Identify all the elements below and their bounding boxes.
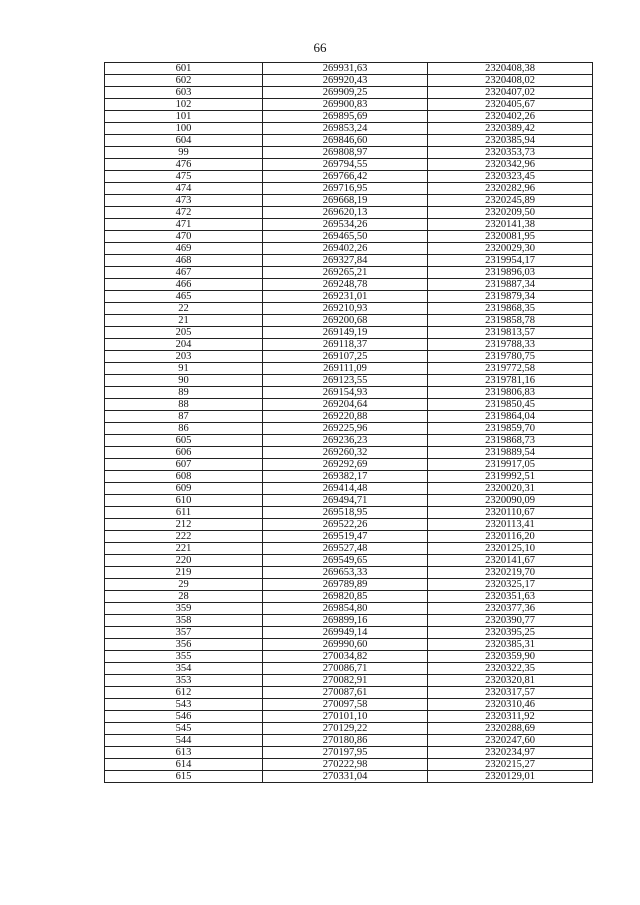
point-number-cell: 603 bbox=[105, 87, 263, 99]
y-coordinate-cell: 2319868,73 bbox=[428, 435, 593, 447]
y-coordinate-cell: 2320353,73 bbox=[428, 147, 593, 159]
table-row bbox=[105, 243, 593, 255]
table-row bbox=[105, 639, 593, 651]
point-number-cell: 89 bbox=[105, 387, 263, 399]
point-number-cell: 220 bbox=[105, 555, 263, 567]
point-number-cell: 607 bbox=[105, 459, 263, 471]
table-row bbox=[105, 399, 593, 411]
y-coordinate-cell: 2319917,05 bbox=[428, 459, 593, 471]
x-coordinate-cell: 269820,85 bbox=[263, 591, 428, 603]
y-coordinate-cell: 2320323,45 bbox=[428, 171, 593, 183]
x-coordinate-cell: 269494,71 bbox=[263, 495, 428, 507]
y-coordinate-cell: 2319889,54 bbox=[428, 447, 593, 459]
table-row bbox=[105, 363, 593, 375]
x-coordinate-cell: 270034,82 bbox=[263, 651, 428, 663]
x-coordinate-cell: 270082,91 bbox=[263, 675, 428, 687]
y-coordinate-cell: 2320247,60 bbox=[428, 735, 593, 747]
x-coordinate-cell: 269327,84 bbox=[263, 255, 428, 267]
table-row bbox=[105, 327, 593, 339]
table-row bbox=[105, 75, 593, 87]
y-coordinate-cell: 2320351,63 bbox=[428, 591, 593, 603]
y-coordinate-cell: 2320342,96 bbox=[428, 159, 593, 171]
point-number-cell: 468 bbox=[105, 255, 263, 267]
y-coordinate-cell: 2320020,31 bbox=[428, 483, 593, 495]
y-coordinate-cell: 2320125,10 bbox=[428, 543, 593, 555]
y-coordinate-cell: 2320113,41 bbox=[428, 519, 593, 531]
point-number-cell: 544 bbox=[105, 735, 263, 747]
table-row bbox=[105, 339, 593, 351]
x-coordinate-cell: 269292,69 bbox=[263, 459, 428, 471]
y-coordinate-cell: 2319788,33 bbox=[428, 339, 593, 351]
table-row bbox=[105, 495, 593, 507]
y-coordinate-cell: 2320385,94 bbox=[428, 135, 593, 147]
point-number-cell: 475 bbox=[105, 171, 263, 183]
x-coordinate-cell: 270180,86 bbox=[263, 735, 428, 747]
table-row bbox=[105, 375, 593, 387]
y-coordinate-cell: 2320029,30 bbox=[428, 243, 593, 255]
table-row bbox=[105, 303, 593, 315]
x-coordinate-cell: 269231,01 bbox=[263, 291, 428, 303]
coordinates-table-body bbox=[105, 63, 593, 783]
point-number-cell: 467 bbox=[105, 267, 263, 279]
y-coordinate-cell: 2319859,70 bbox=[428, 423, 593, 435]
point-number-cell: 203 bbox=[105, 351, 263, 363]
table-row bbox=[105, 483, 593, 495]
point-number-cell: 354 bbox=[105, 663, 263, 675]
x-coordinate-cell: 269899,16 bbox=[263, 615, 428, 627]
y-coordinate-cell: 2320405,67 bbox=[428, 99, 593, 111]
x-coordinate-cell: 269808,97 bbox=[263, 147, 428, 159]
x-coordinate-cell: 269519,47 bbox=[263, 531, 428, 543]
y-coordinate-cell: 2319864,04 bbox=[428, 411, 593, 423]
x-coordinate-cell: 269895,69 bbox=[263, 111, 428, 123]
y-coordinate-cell: 2319868,35 bbox=[428, 303, 593, 315]
y-coordinate-cell: 2320288,69 bbox=[428, 723, 593, 735]
x-coordinate-cell: 269909,25 bbox=[263, 87, 428, 99]
x-coordinate-cell: 269549,65 bbox=[263, 555, 428, 567]
y-coordinate-cell: 2320390,77 bbox=[428, 615, 593, 627]
x-coordinate-cell: 269766,42 bbox=[263, 171, 428, 183]
table-row bbox=[105, 627, 593, 639]
point-number-cell: 546 bbox=[105, 711, 263, 723]
point-number-cell: 474 bbox=[105, 183, 263, 195]
point-number-cell: 614 bbox=[105, 759, 263, 771]
point-number-cell: 606 bbox=[105, 447, 263, 459]
point-number-cell: 99 bbox=[105, 147, 263, 159]
y-coordinate-cell: 2320081,95 bbox=[428, 231, 593, 243]
y-coordinate-cell: 2320282,96 bbox=[428, 183, 593, 195]
point-number-cell: 610 bbox=[105, 495, 263, 507]
x-coordinate-cell: 269204,64 bbox=[263, 399, 428, 411]
point-number-cell: 212 bbox=[105, 519, 263, 531]
table-row bbox=[105, 255, 593, 267]
x-coordinate-cell: 269949,14 bbox=[263, 627, 428, 639]
y-coordinate-cell: 2320209,50 bbox=[428, 207, 593, 219]
point-number-cell: 90 bbox=[105, 375, 263, 387]
x-coordinate-cell: 269853,24 bbox=[263, 123, 428, 135]
table-row bbox=[105, 267, 593, 279]
y-coordinate-cell: 2320219,70 bbox=[428, 567, 593, 579]
x-coordinate-cell: 270222,98 bbox=[263, 759, 428, 771]
y-coordinate-cell: 2320402,26 bbox=[428, 111, 593, 123]
table-row bbox=[105, 111, 593, 123]
x-coordinate-cell: 269716,95 bbox=[263, 183, 428, 195]
y-coordinate-cell: 2320116,20 bbox=[428, 531, 593, 543]
table-row bbox=[105, 519, 593, 531]
y-coordinate-cell: 2320129,01 bbox=[428, 771, 593, 783]
point-number-cell: 100 bbox=[105, 123, 263, 135]
x-coordinate-cell: 269265,21 bbox=[263, 267, 428, 279]
point-number-cell: 471 bbox=[105, 219, 263, 231]
point-number-cell: 101 bbox=[105, 111, 263, 123]
y-coordinate-cell: 2319879,34 bbox=[428, 291, 593, 303]
table-row bbox=[105, 315, 593, 327]
point-number-cell: 22 bbox=[105, 303, 263, 315]
point-number-cell: 359 bbox=[105, 603, 263, 615]
x-coordinate-cell: 270331,04 bbox=[263, 771, 428, 783]
table-row bbox=[105, 759, 593, 771]
x-coordinate-cell: 269620,13 bbox=[263, 207, 428, 219]
table-row bbox=[105, 471, 593, 483]
table-row bbox=[105, 687, 593, 699]
table-row bbox=[105, 447, 593, 459]
x-coordinate-cell: 269534,26 bbox=[263, 219, 428, 231]
x-coordinate-cell: 269123,55 bbox=[263, 375, 428, 387]
point-number-cell: 205 bbox=[105, 327, 263, 339]
table-row bbox=[105, 123, 593, 135]
table-row bbox=[105, 567, 593, 579]
x-coordinate-cell: 270101,10 bbox=[263, 711, 428, 723]
x-coordinate-cell: 269653,33 bbox=[263, 567, 428, 579]
y-coordinate-cell: 2320141,38 bbox=[428, 219, 593, 231]
point-number-cell: 545 bbox=[105, 723, 263, 735]
table-row bbox=[105, 435, 593, 447]
y-coordinate-cell: 2320317,57 bbox=[428, 687, 593, 699]
point-number-cell: 28 bbox=[105, 591, 263, 603]
x-coordinate-cell: 269668,19 bbox=[263, 195, 428, 207]
x-coordinate-cell: 269248,78 bbox=[263, 279, 428, 291]
x-coordinate-cell: 269260,32 bbox=[263, 447, 428, 459]
table-row bbox=[105, 591, 593, 603]
y-coordinate-cell: 2320234,97 bbox=[428, 747, 593, 759]
x-coordinate-cell: 269200,68 bbox=[263, 315, 428, 327]
coordinates-table bbox=[104, 62, 593, 783]
point-number-cell: 469 bbox=[105, 243, 263, 255]
x-coordinate-cell: 270129,22 bbox=[263, 723, 428, 735]
table-row bbox=[105, 291, 593, 303]
point-number-cell: 615 bbox=[105, 771, 263, 783]
y-coordinate-cell: 2319887,34 bbox=[428, 279, 593, 291]
y-coordinate-cell: 2320320,81 bbox=[428, 675, 593, 687]
table-row bbox=[105, 663, 593, 675]
table-row bbox=[105, 699, 593, 711]
point-number-cell: 472 bbox=[105, 207, 263, 219]
table-row bbox=[105, 135, 593, 147]
table-row bbox=[105, 615, 593, 627]
point-number-cell: 465 bbox=[105, 291, 263, 303]
point-number-cell: 612 bbox=[105, 687, 263, 699]
table-row bbox=[105, 387, 593, 399]
point-number-cell: 222 bbox=[105, 531, 263, 543]
x-coordinate-cell: 269149,19 bbox=[263, 327, 428, 339]
page-number: 66 bbox=[313, 40, 327, 55]
point-number-cell: 358 bbox=[105, 615, 263, 627]
table-row bbox=[105, 459, 593, 471]
y-coordinate-cell: 2320395,25 bbox=[428, 627, 593, 639]
table-row bbox=[105, 603, 593, 615]
table-row bbox=[105, 747, 593, 759]
x-coordinate-cell: 270086,71 bbox=[263, 663, 428, 675]
x-coordinate-cell: 269518,95 bbox=[263, 507, 428, 519]
y-coordinate-cell: 2319992,51 bbox=[428, 471, 593, 483]
table-row bbox=[105, 531, 593, 543]
y-coordinate-cell: 2319813,57 bbox=[428, 327, 593, 339]
table-row bbox=[105, 651, 593, 663]
point-number-cell: 602 bbox=[105, 75, 263, 87]
point-number-cell: 29 bbox=[105, 579, 263, 591]
table-row bbox=[105, 63, 593, 75]
table-row bbox=[105, 279, 593, 291]
table-row bbox=[105, 171, 593, 183]
table-row bbox=[105, 555, 593, 567]
table-row bbox=[105, 507, 593, 519]
point-number-cell: 221 bbox=[105, 543, 263, 555]
y-coordinate-cell: 2319780,75 bbox=[428, 351, 593, 363]
x-coordinate-cell: 269522,26 bbox=[263, 519, 428, 531]
y-coordinate-cell: 2319772,58 bbox=[428, 363, 593, 375]
x-coordinate-cell: 269920,43 bbox=[263, 75, 428, 87]
table-row bbox=[105, 99, 593, 111]
x-coordinate-cell: 269990,60 bbox=[263, 639, 428, 651]
point-number-cell: 466 bbox=[105, 279, 263, 291]
y-coordinate-cell: 2320408,38 bbox=[428, 63, 593, 75]
x-coordinate-cell: 269382,17 bbox=[263, 471, 428, 483]
x-coordinate-cell: 269414,48 bbox=[263, 483, 428, 495]
y-coordinate-cell: 2320408,02 bbox=[428, 75, 593, 87]
y-coordinate-cell: 2320322,35 bbox=[428, 663, 593, 675]
point-number-cell: 604 bbox=[105, 135, 263, 147]
table-row bbox=[105, 675, 593, 687]
y-coordinate-cell: 2320141,67 bbox=[428, 555, 593, 567]
x-coordinate-cell: 269220,88 bbox=[263, 411, 428, 423]
point-number-cell: 613 bbox=[105, 747, 263, 759]
x-coordinate-cell: 269789,89 bbox=[263, 579, 428, 591]
point-number-cell: 609 bbox=[105, 483, 263, 495]
table-row bbox=[105, 159, 593, 171]
table-row bbox=[105, 147, 593, 159]
y-coordinate-cell: 2319954,17 bbox=[428, 255, 593, 267]
x-coordinate-cell: 269846,60 bbox=[263, 135, 428, 147]
x-coordinate-cell: 269111,09 bbox=[263, 363, 428, 375]
x-coordinate-cell: 269854,80 bbox=[263, 603, 428, 615]
table-row bbox=[105, 579, 593, 591]
x-coordinate-cell: 269154,93 bbox=[263, 387, 428, 399]
y-coordinate-cell: 2320245,89 bbox=[428, 195, 593, 207]
table-row bbox=[105, 195, 593, 207]
table-row bbox=[105, 771, 593, 783]
table-row bbox=[105, 711, 593, 723]
x-coordinate-cell: 269794,55 bbox=[263, 159, 428, 171]
point-number-cell: 608 bbox=[105, 471, 263, 483]
table-row bbox=[105, 735, 593, 747]
x-coordinate-cell: 269118,37 bbox=[263, 339, 428, 351]
point-number-cell: 356 bbox=[105, 639, 263, 651]
point-number-cell: 21 bbox=[105, 315, 263, 327]
y-coordinate-cell: 2319858,78 bbox=[428, 315, 593, 327]
y-coordinate-cell: 2320377,36 bbox=[428, 603, 593, 615]
x-coordinate-cell: 270097,58 bbox=[263, 699, 428, 711]
point-number-cell: 91 bbox=[105, 363, 263, 375]
y-coordinate-cell: 2320310,46 bbox=[428, 699, 593, 711]
point-number-cell: 605 bbox=[105, 435, 263, 447]
y-coordinate-cell: 2320389,42 bbox=[428, 123, 593, 135]
point-number-cell: 102 bbox=[105, 99, 263, 111]
point-number-cell: 470 bbox=[105, 231, 263, 243]
point-number-cell: 357 bbox=[105, 627, 263, 639]
point-number-cell: 355 bbox=[105, 651, 263, 663]
y-coordinate-cell: 2320110,67 bbox=[428, 507, 593, 519]
point-number-cell: 219 bbox=[105, 567, 263, 579]
x-coordinate-cell: 270197,95 bbox=[263, 747, 428, 759]
table-row bbox=[105, 411, 593, 423]
x-coordinate-cell: 269225,96 bbox=[263, 423, 428, 435]
table-row bbox=[105, 87, 593, 99]
table-row bbox=[105, 183, 593, 195]
table-row bbox=[105, 423, 593, 435]
y-coordinate-cell: 2320311,92 bbox=[428, 711, 593, 723]
table-row bbox=[105, 231, 593, 243]
x-coordinate-cell: 269527,48 bbox=[263, 543, 428, 555]
table-row bbox=[105, 351, 593, 363]
y-coordinate-cell: 2320325,17 bbox=[428, 579, 593, 591]
point-number-cell: 87 bbox=[105, 411, 263, 423]
y-coordinate-cell: 2320215,27 bbox=[428, 759, 593, 771]
y-coordinate-cell: 2320090,09 bbox=[428, 495, 593, 507]
x-coordinate-cell: 269900,83 bbox=[263, 99, 428, 111]
y-coordinate-cell: 2319896,03 bbox=[428, 267, 593, 279]
y-coordinate-cell: 2319781,16 bbox=[428, 375, 593, 387]
x-coordinate-cell: 269931,63 bbox=[263, 63, 428, 75]
y-coordinate-cell: 2320407,02 bbox=[428, 87, 593, 99]
point-number-cell: 543 bbox=[105, 699, 263, 711]
point-number-cell: 473 bbox=[105, 195, 263, 207]
table-row bbox=[105, 543, 593, 555]
point-number-cell: 204 bbox=[105, 339, 263, 351]
x-coordinate-cell: 269402,26 bbox=[263, 243, 428, 255]
table-row bbox=[105, 219, 593, 231]
point-number-cell: 86 bbox=[105, 423, 263, 435]
x-coordinate-cell: 269465,50 bbox=[263, 231, 428, 243]
x-coordinate-cell: 269107,25 bbox=[263, 351, 428, 363]
y-coordinate-cell: 2319806,83 bbox=[428, 387, 593, 399]
x-coordinate-cell: 269236,23 bbox=[263, 435, 428, 447]
point-number-cell: 611 bbox=[105, 507, 263, 519]
y-coordinate-cell: 2319850,45 bbox=[428, 399, 593, 411]
y-coordinate-cell: 2320385,31 bbox=[428, 639, 593, 651]
point-number-cell: 476 bbox=[105, 159, 263, 171]
point-number-cell: 88 bbox=[105, 399, 263, 411]
table-row bbox=[105, 723, 593, 735]
x-coordinate-cell: 269210,93 bbox=[263, 303, 428, 315]
point-number-cell: 353 bbox=[105, 675, 263, 687]
x-coordinate-cell: 270087,61 bbox=[263, 687, 428, 699]
point-number-cell: 601 bbox=[105, 63, 263, 75]
y-coordinate-cell: 2320359,90 bbox=[428, 651, 593, 663]
table-row bbox=[105, 207, 593, 219]
